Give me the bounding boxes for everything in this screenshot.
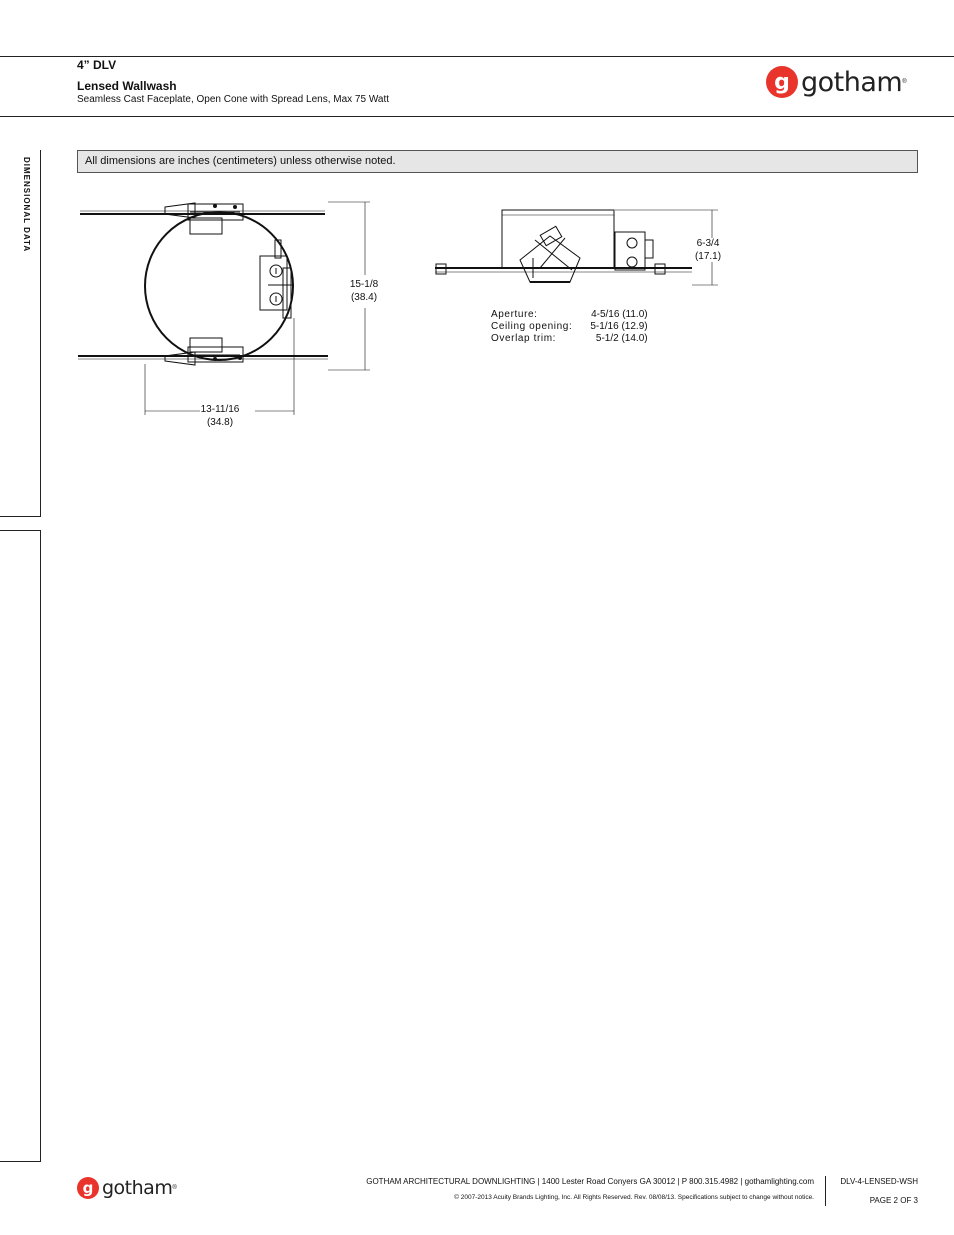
spec-row: [491, 333, 648, 345]
section-height-inches: 6-3/4: [696, 238, 720, 249]
sidebar-label: DIMENSIONAL DATA: [22, 157, 31, 253]
footer-divider: [825, 1176, 826, 1206]
header-bottom-rule: [0, 116, 954, 117]
sidebar-tab-empty: [0, 530, 41, 1162]
product-description: Seamless Cast Faceplate, Open Cone with Spread Lens, Max 75 Watt: [77, 94, 390, 105]
product-name: Lensed Wallwash: [77, 79, 177, 93]
footer-logo-wordmark: gotham: [102, 1177, 173, 1199]
logo-wordmark: gotham: [801, 66, 903, 98]
product-family: 4” DLV: [77, 58, 117, 72]
spec-row: [491, 321, 648, 333]
plan-height-inches: 15-1/8: [349, 279, 379, 290]
spec-label: Ceiling opening:: [491, 321, 573, 332]
spec-row: [491, 309, 648, 321]
spec-label: Aperture:: [491, 309, 538, 320]
header-top-rule: [0, 56, 954, 57]
page-number: PAGE 2 OF 3: [869, 1196, 918, 1205]
spec-value: 4-5/16 (11.0): [591, 309, 648, 320]
section-height-dimension: [688, 237, 728, 263]
spec-label: Overlap trim:: [491, 333, 557, 344]
section-height-cm: (17.1): [694, 251, 722, 262]
plan-width-inches: 13-11/16: [200, 404, 240, 415]
footer-gotham-g-icon: g: [77, 1177, 99, 1199]
spec-value: 5-1/16 (12.9): [590, 321, 648, 332]
footer-address: GOTHAM ARCHITECTURAL DOWNLIGHTING | 1400 Lester Road Conyers GA 30012 | P 800.315.4982 | gothamlighting.com: [366, 1177, 814, 1186]
sidebar-tab-dimensional: [0, 150, 41, 517]
plan-width-cm: (34.8): [206, 417, 234, 428]
footer-registered-mark: ®: [172, 1185, 177, 1191]
footer-gotham-logo: [77, 1177, 177, 1199]
plan-height-cm: (38.4): [350, 292, 378, 303]
plan-view-drawing: [70, 190, 390, 420]
gotham-logo: [766, 66, 907, 98]
plan-height-dimension: [340, 278, 388, 304]
aperture-specs-table: [491, 309, 648, 345]
section-view-drawing: [430, 200, 730, 300]
footer-copyright: © 2007-2013 Acuity Brands Lighting, Inc. All Rights Reserved. Rev. 08/08/13. Specifications subject to change without notice.: [454, 1194, 814, 1201]
gotham-g-icon: g: [766, 66, 798, 98]
spec-value: 5-1/2 (14.0): [595, 333, 648, 344]
registered-mark: ®: [902, 79, 907, 85]
units-note: All dimensions are inches (centimeters) unless otherwise noted.: [77, 150, 918, 173]
plan-width-dimension: [192, 403, 248, 429]
document-code: DLV-4-LENSED-WSH: [840, 1177, 918, 1186]
